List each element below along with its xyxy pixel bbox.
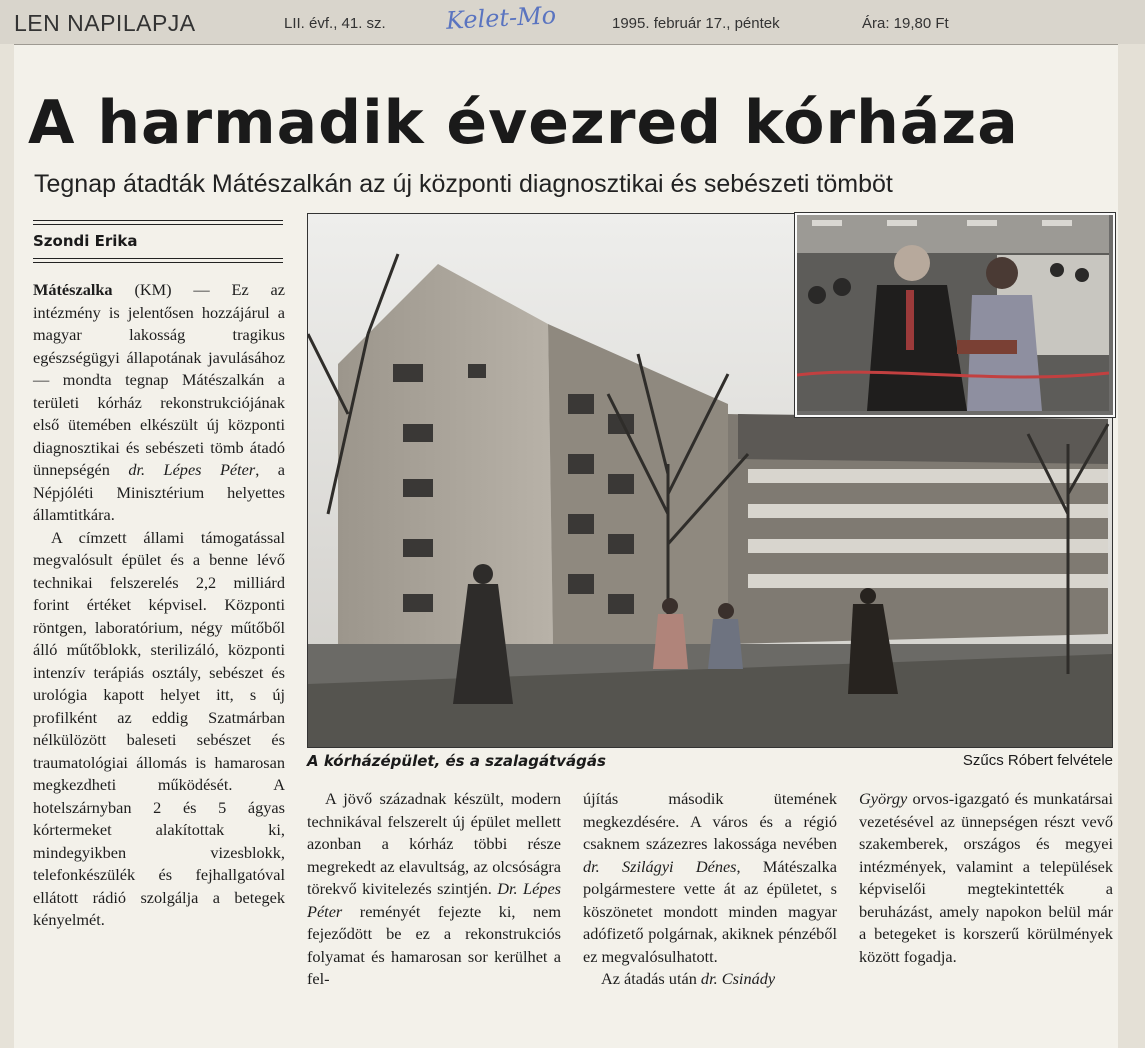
- article-headline: A harmadik évezred kórháza: [28, 88, 1019, 158]
- byline-rule-top: [33, 220, 283, 221]
- speaker-name: dr. Lépes Péter: [128, 460, 256, 479]
- column-2-paragraph: [307, 788, 561, 991]
- issue-number: LII. évf., 41. sz.: [284, 15, 386, 32]
- column-3-paragraph: [583, 788, 837, 968]
- dateline: Mátészalka: [33, 280, 113, 299]
- lead-paragraph: [33, 279, 285, 527]
- masthead: [0, 0, 1145, 45]
- article-column-2: [307, 788, 561, 991]
- column-3-name-2: dr. Csinády: [700, 969, 776, 988]
- article-column-4: [859, 788, 1113, 968]
- column-3-paragraph-2: [583, 968, 837, 991]
- column-2-text-a: A jövő századnak készült, modern technikával felszerelt új épület mellett azonban a kórház többi része megrekedt az elavultság, az olcsóságra törekvő kivitelezés szintjén.: [307, 789, 561, 898]
- column-3-name: dr. Szilágyi Dénes: [583, 856, 737, 876]
- column-2-name: Dr. Lépes Péter: [307, 879, 562, 921]
- ribbon-cutting-image: [797, 215, 1109, 411]
- article-subheadline: Tegnap átadták Mátészalkán az új központi diagnosztikai és sebészeti tömböt: [34, 170, 893, 198]
- issue-date: 1995. február 17., péntek: [612, 15, 780, 32]
- article-column-1: [33, 279, 285, 932]
- scan-margin-left: [0, 44, 14, 1048]
- byline-rule-bottom-2: [33, 262, 283, 263]
- issue-price: Ára: 19,80 Ft: [862, 15, 949, 32]
- lead-text: (KM) — Ez az intézmény is jelentősen hozzájárul a magyar lakosság tragikus egészségügyi állapotának javulásához — mondta tegnap Mátészalkán a területi kórház rekonstrukciójának első ütemében elkészült új központi diagnosztikai és sebészeti tömb átadó ünnepségén: [33, 280, 285, 479]
- byline: Szondi Erika: [33, 232, 138, 250]
- paragraph-2: A címzett állami támogatással megvalósult épület és a benne lévő technikai felszerelés 2,2 milliárd forint értéket képvisel. Központi röntgen, laboratórium, négy műtőből álló műtőblokk, sterilizáló, központi intenzív terápiás osztály, sebészet és urológia kapott helyet itt, s új profilként az eddig Szatmárban nélkülözött baleseti sebészet és traumatológiai állomás is hamarosan megkezdheti működését. A hotelszárnyban 2 és 5 ágyas kórtermeket alakítottak ki, mindegyikben vizesblokk, telefonkészülék és fejhallgatóval ellátott rádió szolgálja a betegek kényelmét.: [33, 527, 285, 929]
- column-3-text-b: , Mátészalka polgármestere vette át az épületet, s köszönetet mondott minden magyar adófizető polgárnak, akiknek pénzéből ez megvalósulhatott.: [583, 856, 838, 966]
- column-4-paragraph: [859, 788, 1113, 968]
- handwritten-note: Kelet-Mo: [445, 1, 557, 35]
- speaker-role: , a Népjóléti Minisztérium helyettes államtitkára.: [33, 460, 285, 524]
- newspaper-name: LEN NAPILAPJA: [14, 10, 196, 36]
- ribbon-cutting-inset-photo: [795, 213, 1115, 417]
- column-3-text-c: Az átadás után: [601, 969, 697, 988]
- byline-rule-bottom: [33, 258, 283, 259]
- column-3-text-a: újítás második ütemének megkezdésére. A város és a régió csaknem százezres lakossága nevében: [583, 789, 837, 853]
- column-4-text: orvos-igazgató és munkatársai vezetésével az ünnepségen részt vevő szakemberek, országos és megyei intézmények, valamint a települések képviselői megtekintették a beruházást, amely napokon belül már a betegeket is korszerű körülmények között fogadja.: [859, 789, 1113, 966]
- article-column-3: [583, 788, 837, 991]
- scan-margin-right: [1118, 44, 1145, 1048]
- photo-credit: Szűcs Róbert felvétele: [962, 752, 1113, 769]
- byline-rule-top-2: [33, 224, 283, 225]
- column-4-name: György: [859, 789, 908, 808]
- photo-caption: A kórházépület, és a szalagátvágás: [307, 752, 606, 770]
- column-2-text-b: reményét fejezte ki, nem fejeződött be ez a rekonstrukciós folyamat és hamarosan sor kerülhet a fel-: [307, 901, 562, 988]
